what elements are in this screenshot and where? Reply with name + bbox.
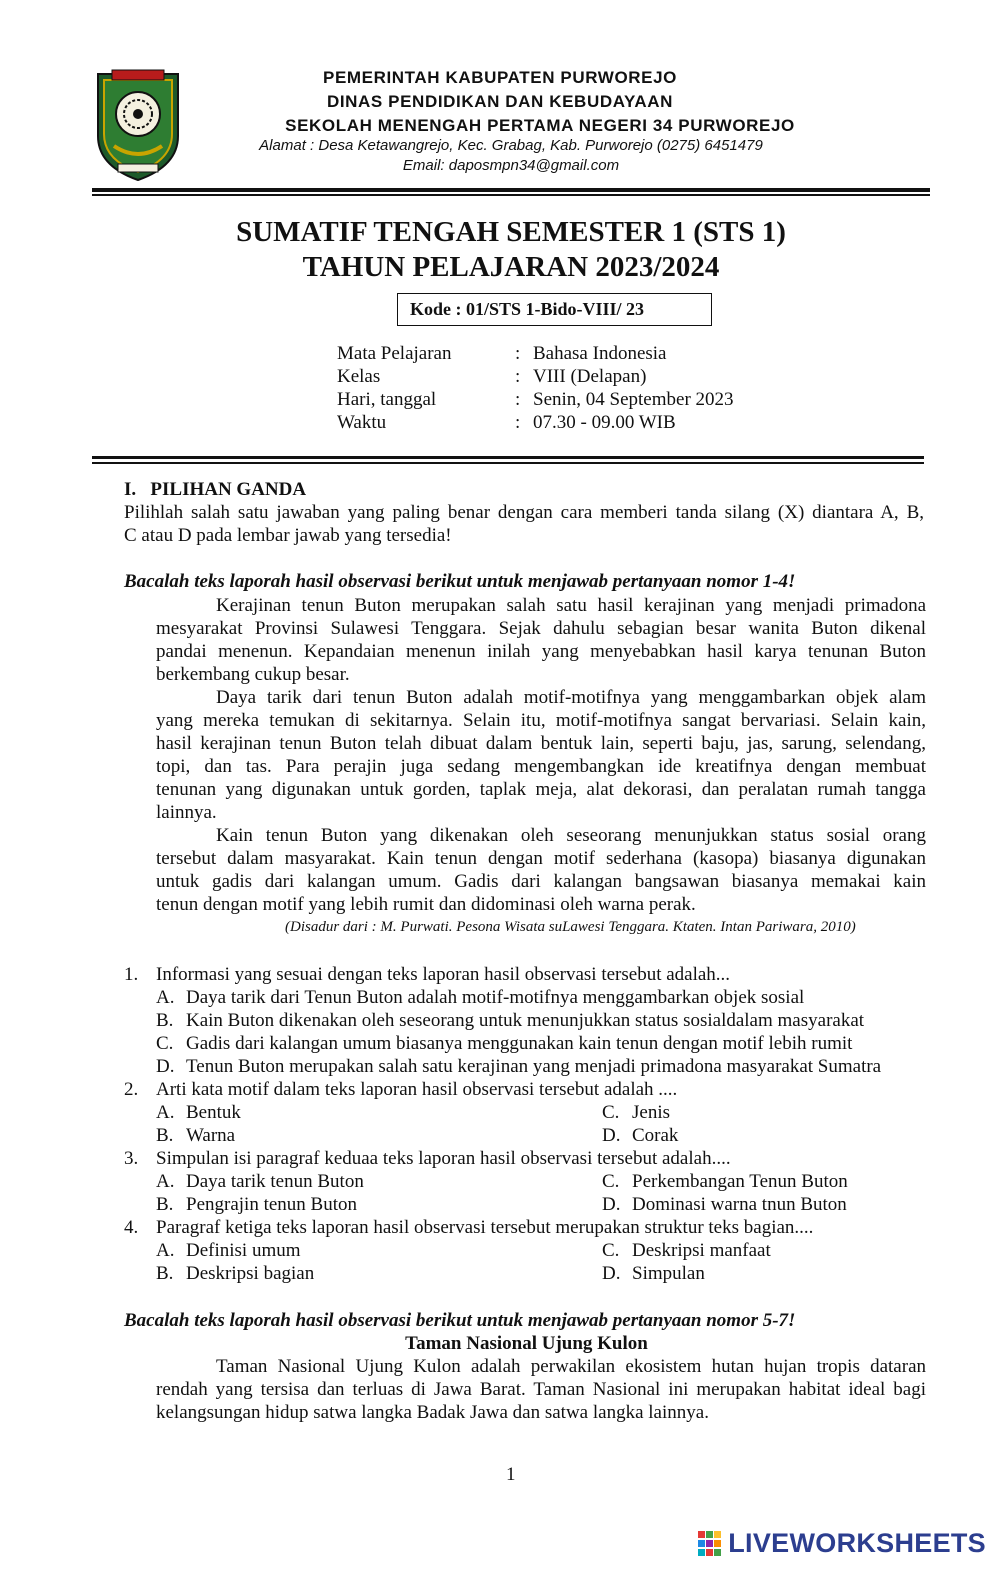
instruction-line-2: C atau D pada lembar jawab yang tersedia! [124, 525, 452, 546]
option-key: B. [156, 1194, 174, 1215]
option-key: C. [602, 1171, 620, 1192]
passage-line: lainnya. [156, 802, 217, 823]
option-text: Definisi umum [186, 1240, 301, 1261]
passage-source: (Disadur dari : M. Purwati. Pesona Wisata suLawesi Tenggara. Ktaten. Intan Pariwara, 2010) [285, 919, 856, 935]
info-divider-thin [92, 462, 924, 464]
option-key: A. [156, 1102, 175, 1123]
option-key: B. [156, 1010, 174, 1031]
header-divider-thick [92, 188, 930, 192]
option-text: Kain Buton dikenakan oleh seseorang untuk menunjukkan status sosialdalam masyarakat [186, 1010, 865, 1031]
question-text: Paragraf ketiga teks laporan hasil observasi tersebut merupakan struktur teks bagian.... [156, 1217, 814, 1238]
option-text: Daya tarik dari Tenun Buton adalah motif-motifnya menggambarkan objek sosial [186, 987, 805, 1008]
header-divider-thin [92, 194, 930, 196]
liveworksheets-watermark [728, 1528, 986, 1559]
info-divider-thick [92, 456, 924, 459]
passage-line: tenun dengan motif yang lebih rumit dan didominasi oleh warna perak. [156, 894, 696, 915]
option-text: Dominasi warna tnun Buton [632, 1194, 847, 1215]
option-key: C. [602, 1240, 620, 1261]
option-text: Corak [632, 1125, 679, 1146]
option-text: Jenis [632, 1102, 670, 1123]
info-row: Waktu : 07.30 - 09.00 WIB [337, 412, 676, 433]
passage-prompt: Bacalah teks laporah hasil observasi berikut untuk menjawab pertanyaan nomor 5-7! [124, 1310, 796, 1331]
passage-line: mesyarakat Provinsi Sulawesi Tenggara. Sejak dahulu sebagian besar wanita Buton dikenal [156, 618, 926, 639]
question-text: Arti kata motif dalam teks laporan hasil observasi tersebut adalah .... [156, 1079, 678, 1100]
passage-prompt: Bacalah teks laporah hasil observasi berikut untuk menjawab pertanyaan nomor 1-4! [124, 571, 796, 592]
option-text: Tenun Buton merupakan salah satu kerajinan yang menjadi primadona masyarakat Sumatra [186, 1056, 882, 1077]
option-text: Deskripsi manfaat [632, 1240, 771, 1261]
info-table [337, 342, 734, 434]
passage-line: berkembang cukup besar. [156, 664, 350, 685]
header-email: Email: daposmpn34@gmail.com [402, 157, 620, 174]
passage-line: topi, dan tas. Para perajin juga sedang mengembangkan ide kreatifnya dengan membuat [156, 756, 926, 777]
option-text: Pengrajin tenun Buton [186, 1194, 357, 1215]
passage-line: tenunan yang digunakan untuk gorden, taplak meja, alat dekorasi, dan peralatan rumah tangga [156, 779, 926, 800]
liveworksheets-logo-icon [698, 1531, 722, 1557]
option-key: C. [156, 1033, 174, 1054]
option-key: A. [156, 987, 175, 1008]
option-text: Perkembangan Tenun Buton [632, 1171, 848, 1192]
question-text: Simpulan isi paragraf keduaa teks laporan hasil observasi tersebut adalah.... [156, 1148, 731, 1169]
passage-title: Taman Nasional Ujung Kulon [405, 1333, 648, 1354]
exam-title: SUMATIF TENGAH SEMESTER 1 (STS 1) [236, 216, 786, 248]
option-text: Warna [186, 1125, 236, 1146]
header-department: DINAS PENDIDIKAN DAN KEBUDAYAAN [326, 92, 674, 111]
section-heading: I. PILIHAN GANDA [124, 479, 307, 500]
passage-line: yang mereka temukan di sekitarnya. Selain itu, motif-motifnya sangat bervariasi. Selain kain, [156, 710, 926, 731]
passage-line: tersebut dalam masyarakat. Kain tenun dengan motif sederhana (kasopa) biasanya digunakan [156, 848, 926, 869]
question-text: Informasi yang sesuai dengan teks laporan hasil observasi tersebut adalah... [156, 964, 731, 985]
page-number: 1 [506, 1464, 516, 1485]
option-key: A. [156, 1171, 175, 1192]
header-school: SEKOLAH MENENGAH PERTAMA NEGERI 34 PURWOREJO [285, 116, 795, 135]
info-row: Mata Pelajaran : Bahasa Indonesia [337, 343, 667, 364]
option-key: B. [156, 1263, 174, 1284]
passage-line: Kerajinan tenun Buton merupakan salah satu hasil kerajinan yang menjadi primadona [216, 595, 926, 616]
option-key: D. [156, 1056, 175, 1077]
instruction-line-1: Pilihlah salah satu jawaban yang paling benar dengan cara memberi tanda silang (X) diantara A, B, [124, 502, 924, 523]
option-text: Daya tarik tenun Buton [186, 1171, 364, 1192]
option-key: A. [156, 1240, 175, 1261]
option-text: Simpulan [632, 1263, 705, 1284]
exam-code-box: Kode : 01/STS 1-Bido-VIII/ 23 [397, 293, 712, 326]
passage-line: hasil kerajinan tenun Buton telah dibuat dalam bentuk lain, seperti baju, jas, sarung, selendang, [156, 733, 926, 754]
info-row: Hari, tanggal : Senin, 04 September 2023 [337, 389, 734, 410]
header-address: Alamat : Desa Ketawangrejo, Kec. Grabag, Kab. Purworejo (0275) 6451479 [259, 137, 763, 154]
passage-line: untuk gadis dari kalangan umum. Gadis dari kalangan bangsawan biasanya memakai kain [156, 871, 926, 892]
question-number: 1. [124, 964, 139, 985]
option-key: D. [602, 1125, 621, 1146]
passage-line: pandai menenun. Kepandaian menenun inilah yang menyebabkan hasil karya tenunan Buton [156, 641, 926, 662]
watermark-text: LIVEWORKSHEETS [728, 1528, 986, 1558]
passage-line: rendah yang tersisa dan terluas di Jawa Barat. Taman Nasional ini merupakan habitat ideal bagi [156, 1379, 926, 1400]
question-number: 3. [124, 1148, 139, 1169]
option-text: Deskripsi bagian [186, 1263, 315, 1284]
option-key: B. [156, 1125, 174, 1146]
exam-year: TAHUN PELAJARAN 2023/2024 [302, 251, 720, 283]
question-number: 2. [124, 1079, 139, 1100]
option-text: Bentuk [186, 1102, 241, 1123]
option-text: Gadis dari kalangan umum biasanya menggunakan kain tenun dengan motif lebih rumit [186, 1033, 853, 1054]
option-key: D. [602, 1194, 621, 1215]
info-row: Kelas : VIII (Delapan) [337, 366, 647, 387]
passage-line: kelangsungan hidup satwa langka Badak Jawa dan satwa langka lainnya. [156, 1402, 709, 1423]
option-key: C. [602, 1102, 620, 1123]
passage-line: Kain tenun Buton yang dikenakan oleh seseorang menunjukkan status sosial orang [216, 825, 926, 846]
passage-line: Taman Nasional Ujung Kulon adalah perwakilan ekosistem hutan hujan tropis dataran [216, 1356, 926, 1377]
passage-line: Daya tarik dari tenun Buton adalah motif-motifnya yang menggambarkan objek alam [216, 687, 926, 708]
question-number: 4. [124, 1217, 139, 1238]
header-government: PEMERINTAH KABUPATEN PURWOREJO [323, 68, 677, 87]
option-key: D. [602, 1263, 621, 1284]
